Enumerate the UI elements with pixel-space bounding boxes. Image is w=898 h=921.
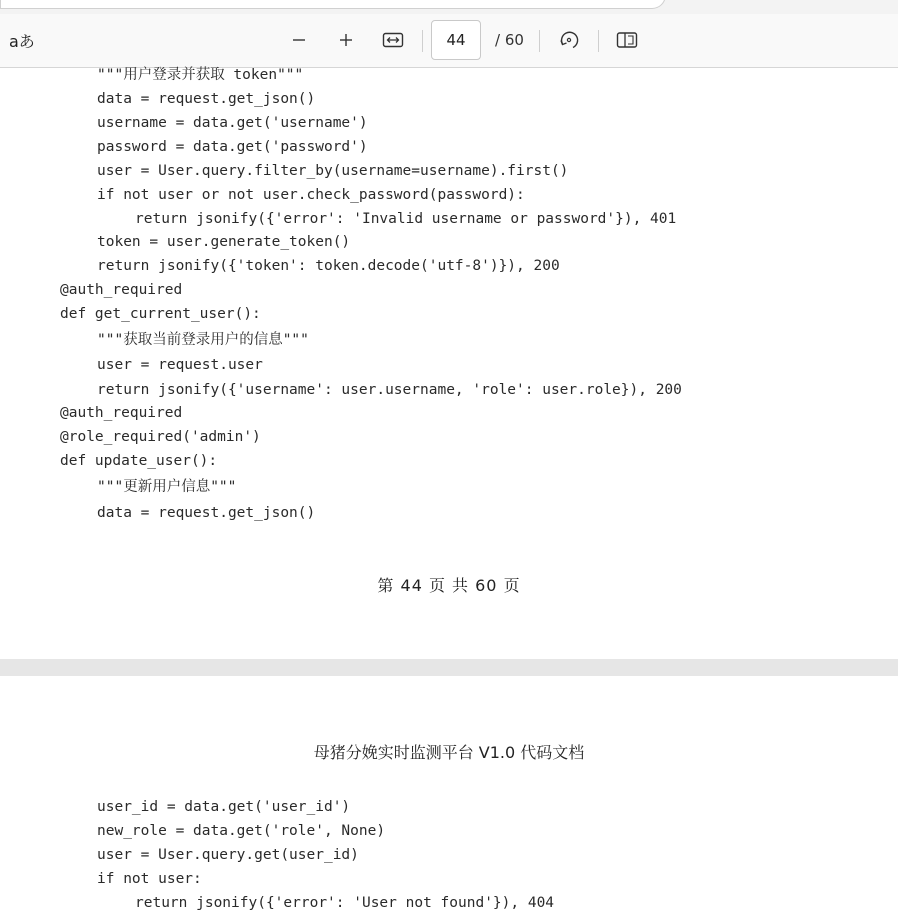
code-line: return jsonify({'username': user.username, 'role': user.role}), 200 [97, 382, 682, 398]
rotate-icon [558, 29, 580, 51]
page-number-input[interactable]: 44 [431, 20, 481, 60]
code-line: user = request.user [97, 357, 263, 373]
code-line: password = data.get('password') [97, 139, 368, 155]
code-line: return jsonify({'token': token.decode('utf-8')}), 200 [97, 258, 560, 274]
title-strip [0, 0, 898, 14]
toolbar-divider [598, 30, 599, 52]
pdf-toolbar [0, 14, 898, 68]
code-line: def get_current_user(): [60, 306, 261, 322]
code-line: if not user or not user.check_password(password): [97, 187, 525, 203]
code-line: @auth_required [60, 405, 183, 421]
rotate-button[interactable] [554, 25, 584, 55]
pdf-page [0, 676, 898, 921]
page-separator [0, 659, 898, 676]
two-page-view-icon [616, 31, 638, 49]
code-line: data = request.get_json() [97, 91, 316, 107]
code-line: if not user: [97, 871, 202, 887]
code-line: """用户登录并获取 token""" [97, 67, 304, 83]
code-line: new_role = data.get('role', None) [97, 823, 386, 839]
minus-icon [291, 32, 307, 48]
page-view-button[interactable] [612, 25, 642, 55]
toolbar-divider [422, 30, 423, 52]
code-line: @auth_required [60, 282, 183, 298]
code-line: username = data.get('username') [97, 115, 368, 131]
code-line: return jsonify({'error': 'Invalid username or password'}), 401 [135, 211, 677, 227]
page-footer: 第 44 页 共 60 页 [377, 576, 521, 595]
code-line: user = User.query.get(user_id) [97, 847, 359, 863]
code-line: data = request.get_json() [97, 505, 316, 521]
zoom-out-button[interactable] [284, 25, 314, 55]
read-aloud-button[interactable]: aあ [9, 32, 35, 51]
pdf-page [0, 68, 898, 659]
code-line: user = User.query.filter_by(username=username).first() [97, 163, 569, 179]
code-line: token = user.generate_token() [97, 234, 351, 250]
total-pages-label: / 60 [495, 31, 524, 49]
zoom-in-button[interactable] [331, 25, 361, 55]
plus-icon [338, 32, 354, 48]
browser-tab-edge [0, 0, 666, 9]
code-line: return jsonify({'error': 'User not found'}), 404 [135, 895, 555, 911]
code-line: def update_user(): [60, 453, 218, 469]
code-line: user_id = data.get('user_id') [97, 799, 351, 815]
toolbar-divider [539, 30, 540, 52]
fit-width-icon [382, 31, 404, 49]
code-line: """获取当前登录用户的信息""" [97, 332, 309, 348]
fit-width-button[interactable] [378, 25, 408, 55]
code-line: @role_required('admin') [60, 429, 261, 445]
code-line: """更新用户信息""" [97, 479, 237, 495]
page-header: 母猪分娩实时监测平台 V1.0 代码文档 [313, 743, 585, 762]
